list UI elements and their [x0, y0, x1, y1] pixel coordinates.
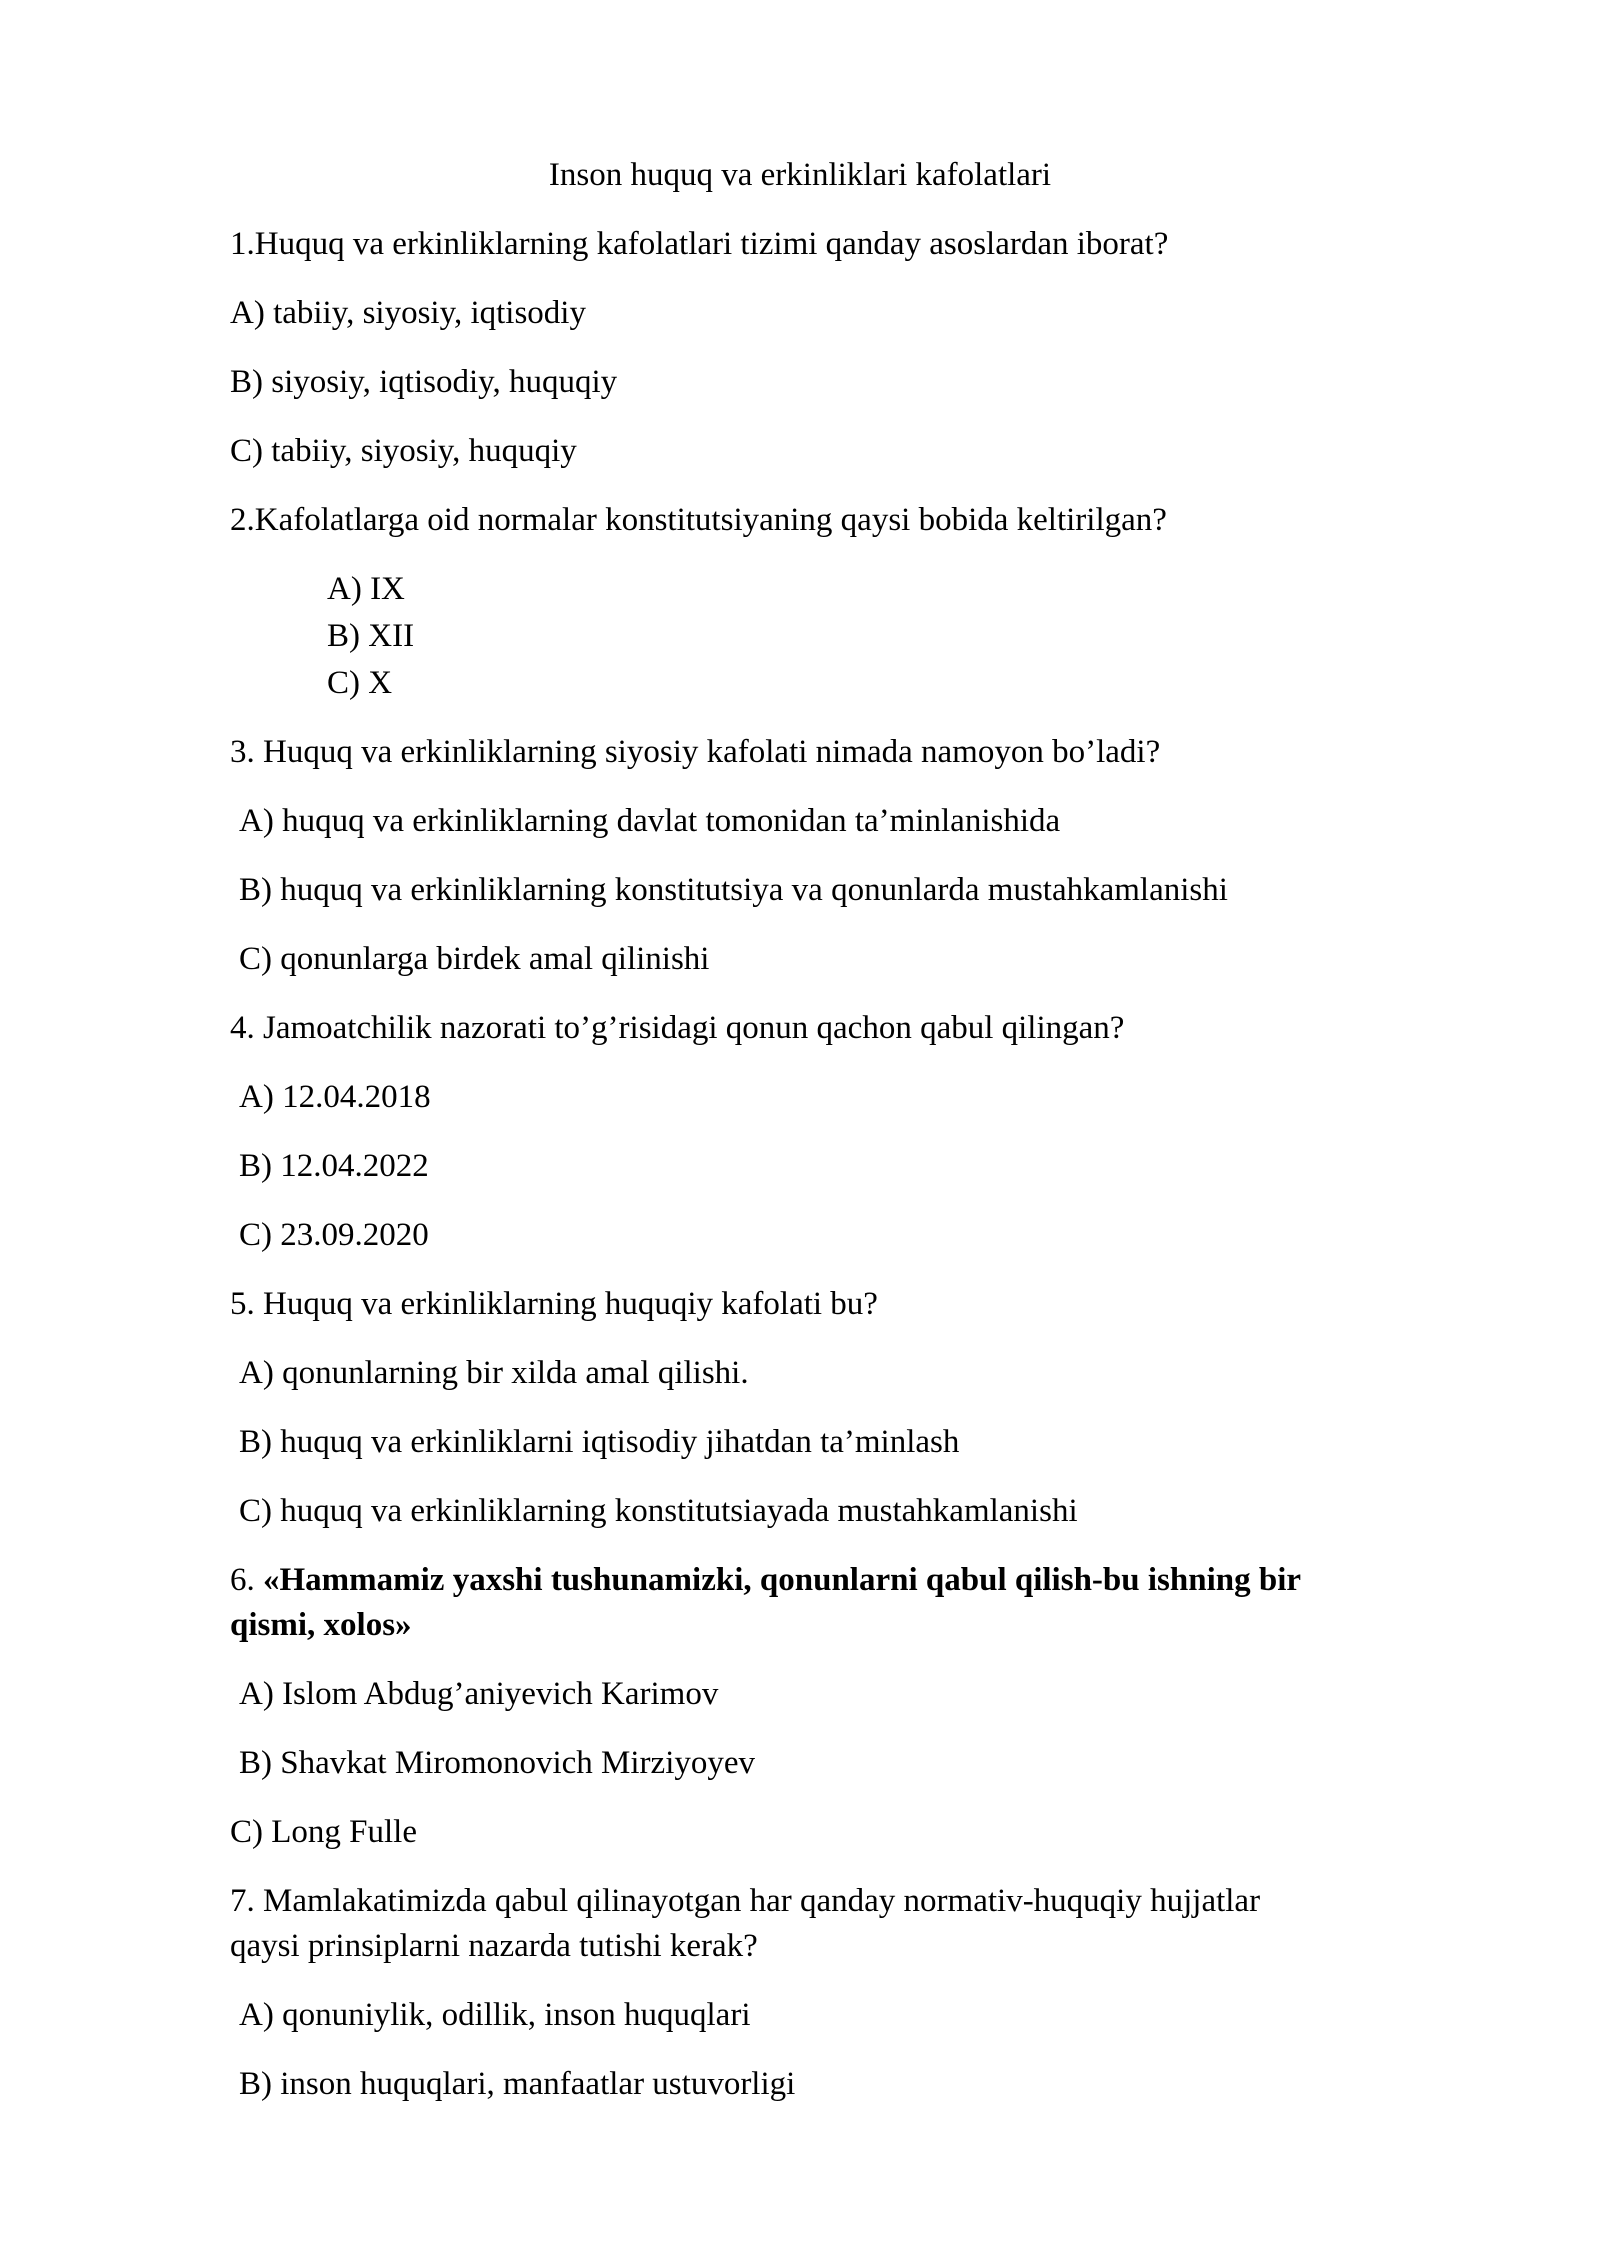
- question-2-option-a: A) IX: [327, 571, 405, 607]
- document-title: Inson huquq va erkinliklari kafolatlari: [548, 157, 1052, 193]
- question-5-prompt: 5. Huquq va erkinliklarning huquqiy kafolati bu?: [230, 1286, 878, 1322]
- question-6-prompt-line-2: qismi, xolos»: [230, 1607, 412, 1643]
- question-4-prompt: 4. Jamoatchilik nazorati to’g’risidagi qonun qachon qabul qilingan?: [230, 1010, 1125, 1046]
- question-4-option-a: A) 12.04.2018: [239, 1079, 431, 1115]
- question-4-option-c: C) 23.09.2020: [239, 1217, 429, 1253]
- question-5-option-b: B) huquq va erkinliklarni iqtisodiy jihatdan ta’minlash: [239, 1424, 960, 1460]
- question-1-option-a: A) tabiiy, siyosiy, iqtisodiy: [230, 295, 586, 331]
- question-1-option-b: B) siyosiy, iqtisodiy, huquqiy: [230, 364, 618, 400]
- question-5-option-c: C) huquq va erkinliklarning konstitutsiayada mustahkamlanishi: [239, 1493, 1078, 1529]
- question-2-option-b: B) XII: [327, 618, 415, 654]
- question-6-prompt-line-1: [230, 1557, 1301, 1603]
- question-7-prompt-line-1: 7. Mamlakatimizda qabul qilinayotgan har qanday normativ-huquqiy hujjatlar: [230, 1883, 1261, 1919]
- question-1-option-c: C) tabiiy, siyosiy, huquqiy: [230, 433, 577, 469]
- question-3-option-b: B) huquq va erkinliklarning konstitutsiya va qonunlarda mustahkamlanishi: [239, 872, 1228, 908]
- question-3-option-a: A) huquq va erkinliklarning davlat tomonidan ta’minlanishida: [239, 803, 1061, 839]
- question-6-option-c: C) Long Fulle: [230, 1814, 417, 1850]
- question-2-prompt: 2.Kafolatlarga oid normalar konstitutsiyaning qaysi bobida keltirilgan?: [230, 502, 1167, 538]
- question-6-option-b: B) Shavkat Miromonovich Mirziyoyev: [239, 1745, 756, 1781]
- question-4-option-b: B) 12.04.2022: [239, 1148, 429, 1184]
- question-7-prompt-line-2: qaysi prinsiplarni nazarda tutishi kerak?: [230, 1928, 758, 1964]
- question-3-option-c: C) qonunlarga birdek amal qilinishi: [239, 941, 710, 977]
- question-5-option-a: A) qonunlarning bir xilda amal qilishi.: [239, 1355, 749, 1391]
- question-7-option-b: B) inson huquqlari, manfaatlar ustuvorligi: [239, 2066, 796, 2102]
- question-7-option-a: A) qonuniylik, odillik, inson huquqlari: [239, 1997, 751, 2033]
- question-3-prompt: 3. Huquq va erkinliklarning siyosiy kafolati nimada namoyon bo’ladi?: [230, 734, 1161, 770]
- question-6-option-a: A) Islom Abdug’aniyevich Karimov: [239, 1676, 719, 1712]
- question-2-option-c: C) X: [327, 665, 393, 701]
- question-6-quote: «Hammamiz yaxshi tushunamizki, qonunlarni qabul qilish-bu ishning bir: [263, 1562, 1302, 1598]
- question-6-number: 6.: [230, 1562, 263, 1598]
- question-1-prompt: 1.Huquq va erkinliklarning kafolatlari tizimi qanday asoslardan iborat?: [230, 226, 1169, 262]
